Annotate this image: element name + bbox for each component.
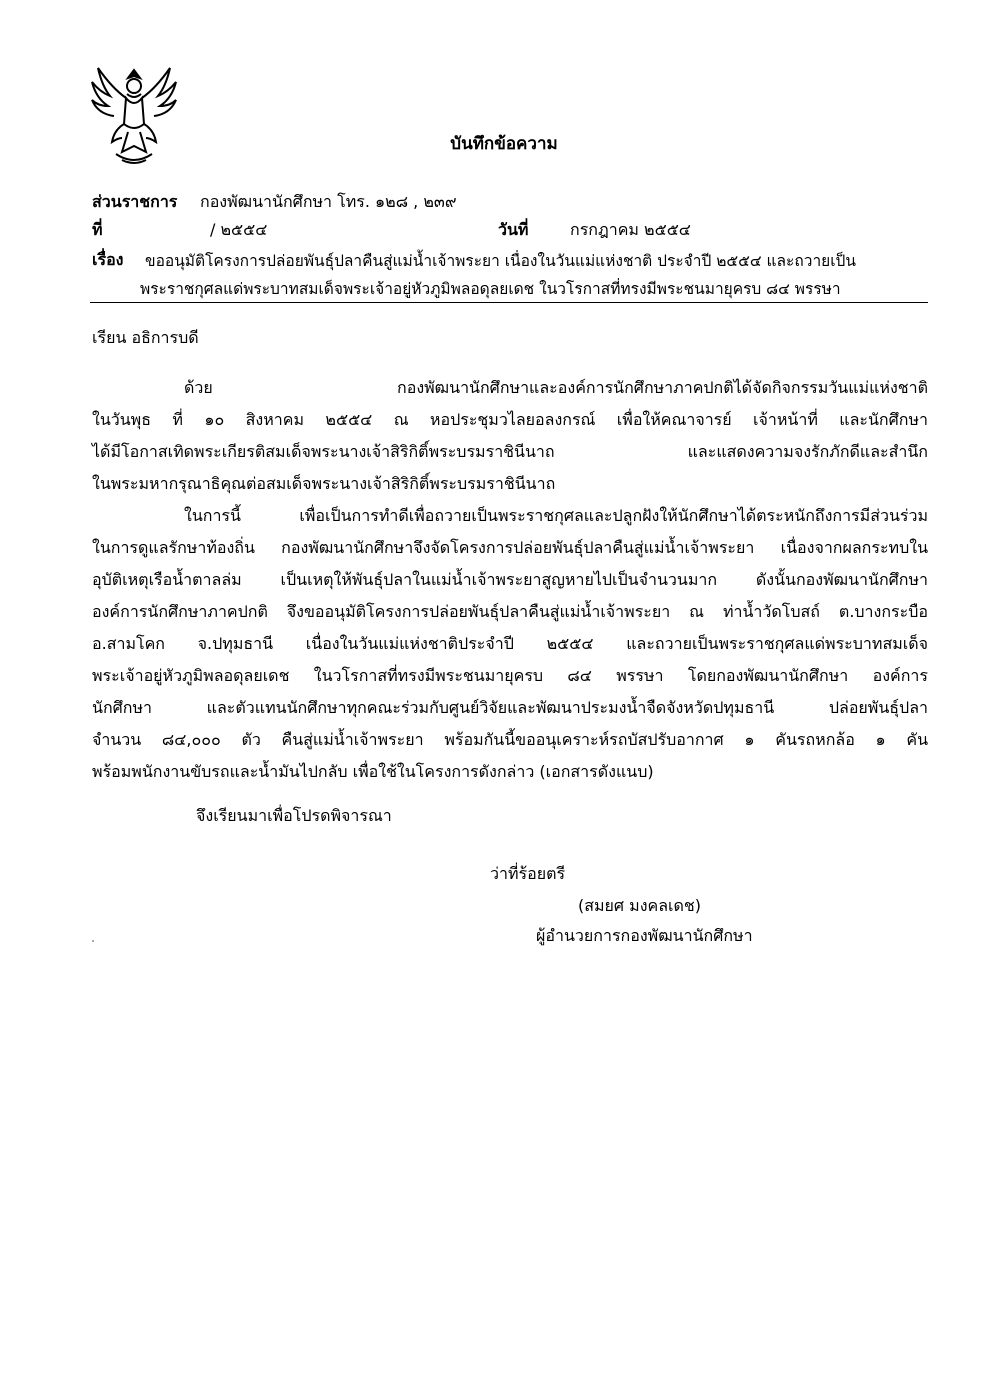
paragraph-2-line: ในการนี้ เพื่อเป็นการทำดีเพื่อถวายเป็นพระราชกุศลและปลูกฝังให้นักศึกษาได้ตระหนักถึงการมีส่วนร่วม: [184, 506, 928, 525]
paragraph-1-line: ในวันพุธ ที่ ๑๐ สิงหาคม ๒๕๕๔ ณ หอประชุมวไลยอลงกรณ์ เพื่อให้คณาจารย์ เจ้าหน้าที่ และนักศึกษา: [92, 410, 928, 429]
paragraph-2-line: ในการดูแลรักษาท้องถิ่น กองพัฒนานักศึกษาจึงจัดโครงการปล่อยพันธุ์ปลาคืนสู่แม่น้ำเจ้าพระยา เนื่องจากผลกระทบใน: [92, 538, 928, 557]
paragraph-2-line: นักศึกษา และตัวแทนนักศึกษาทุกคณะร่วมกับศูนย์วิจัยและพัฒนาประมงน้ำจืดจังหวัดปทุมธานี ปล่อยพันธุ์ปลา: [92, 698, 928, 717]
subject-line-2: พระราชกุศลแด่พระบาทสมเด็จพระเจ้าอยู่หัวภูมิพลอดุลยเดช ในวโรกาสที่ทรงมีพระชนมายุครบ ๘๔ พรรษา: [140, 280, 841, 298]
closing-text: จึงเรียนมาเพื่อโปรดพิจารณา: [196, 806, 392, 825]
signer-name: (สมยศ มงคลเดช): [578, 896, 701, 915]
date-value: กรกฎาคม ๒๕๕๔: [570, 220, 691, 239]
paragraph-2-line: พร้อมพนักงานขับรถและน้ำมันไปกลับ เพื่อใช้ในโครงการดังกล่าว (เอกสารดังแนบ): [92, 762, 654, 781]
paragraph-1-line: ด้วย กองพัฒนานักศึกษาและองค์การนักศึกษาภาคปกติได้จัดกิจกรรมวันแม่แห่งชาติ: [184, 378, 928, 397]
agency-label: ส่วนราชการ: [92, 192, 178, 211]
subject-line-1: ขออนุมัติโครงการปล่อยพันธุ์ปลาคืนสู่แม่น้ำเจ้าพระยา เนื่องในวันแม่แห่งชาติ ประจำปี ๒๕๕๔ และถวายเป็น: [145, 252, 856, 270]
memo-body: [92, 372, 928, 788]
paragraph-1-line: ในพระมหากรุณาธิคุณต่อสมเด็จพระนางเจ้าสิริกิติ์พระบรมราชินีนาถ: [92, 474, 556, 493]
signer-position: ผู้อำนวยการกองพัฒนานักศึกษา: [536, 926, 753, 945]
ref-label: ที่: [92, 220, 103, 239]
paragraph-1-line: ได้มีโอกาสเทิดพระเกียรติสมเด็จพระนางเจ้าสิริกิติ์พระบรมราชินีนาถ และแสดงความจงรักภักดีและสำนึก: [92, 442, 928, 461]
subject-label: เรื่อง: [92, 250, 124, 269]
ref-value: / ๒๕๕๔: [210, 220, 268, 239]
paragraph-2-line: อ.สามโคก จ.ปทุมธานี เนื่องในวันแม่แห่งชาติประจำปี ๒๕๕๔ และถวายเป็นพระราชกุศลแด่พระบาทสมเด็จ: [92, 634, 928, 653]
date-label: วันที่: [498, 220, 529, 239]
salutation: เรียน อธิการบดี: [92, 328, 199, 347]
paragraph-2-line: อุบัติเหตุเรือน้ำตาลล่ม เป็นเหตุให้พันธุ์ปลาในแม่น้ำเจ้าพระยาสูญหายไปเป็นจำนวนมาก ดังนั้นกองพัฒนานักศึกษา: [92, 570, 928, 589]
header-divider: [90, 302, 928, 303]
scan-speck: [92, 940, 94, 942]
paragraph-2-line: องค์การนักศึกษาภาคปกติ จึงขออนุมัติโครงการปล่อยพันธุ์ปลาคืนสู่แม่น้ำเจ้าพระยา ณ ท่าน้ำวัดโบสถ์ ต.บางกระบือ: [92, 602, 928, 621]
memo-title: บันทึกข้อความ: [450, 134, 558, 154]
agency-value: กองพัฒนานักศึกษา โทร. ๑๒๘ , ๒๓๙: [200, 192, 457, 211]
paragraph-2-line: จำนวน ๘๔,๐๐๐ ตัว คืนสู่แม่น้ำเจ้าพระยา พร้อมกันนี้ขออนุเคราะห์รถบัสปรับอากาศ ๑ คันรถหกล้อ ๑ คัน: [92, 730, 928, 749]
signer-rank: ว่าที่ร้อยตรี: [490, 864, 566, 883]
paragraph-2-line: พระเจ้าอยู่หัวภูมิพลอดุลยเดช ในวโรกาสที่ทรงมีพระชนมายุครบ ๘๔ พรรษา โดยกองพัฒนานักศึกษา องค์การ: [92, 666, 928, 685]
